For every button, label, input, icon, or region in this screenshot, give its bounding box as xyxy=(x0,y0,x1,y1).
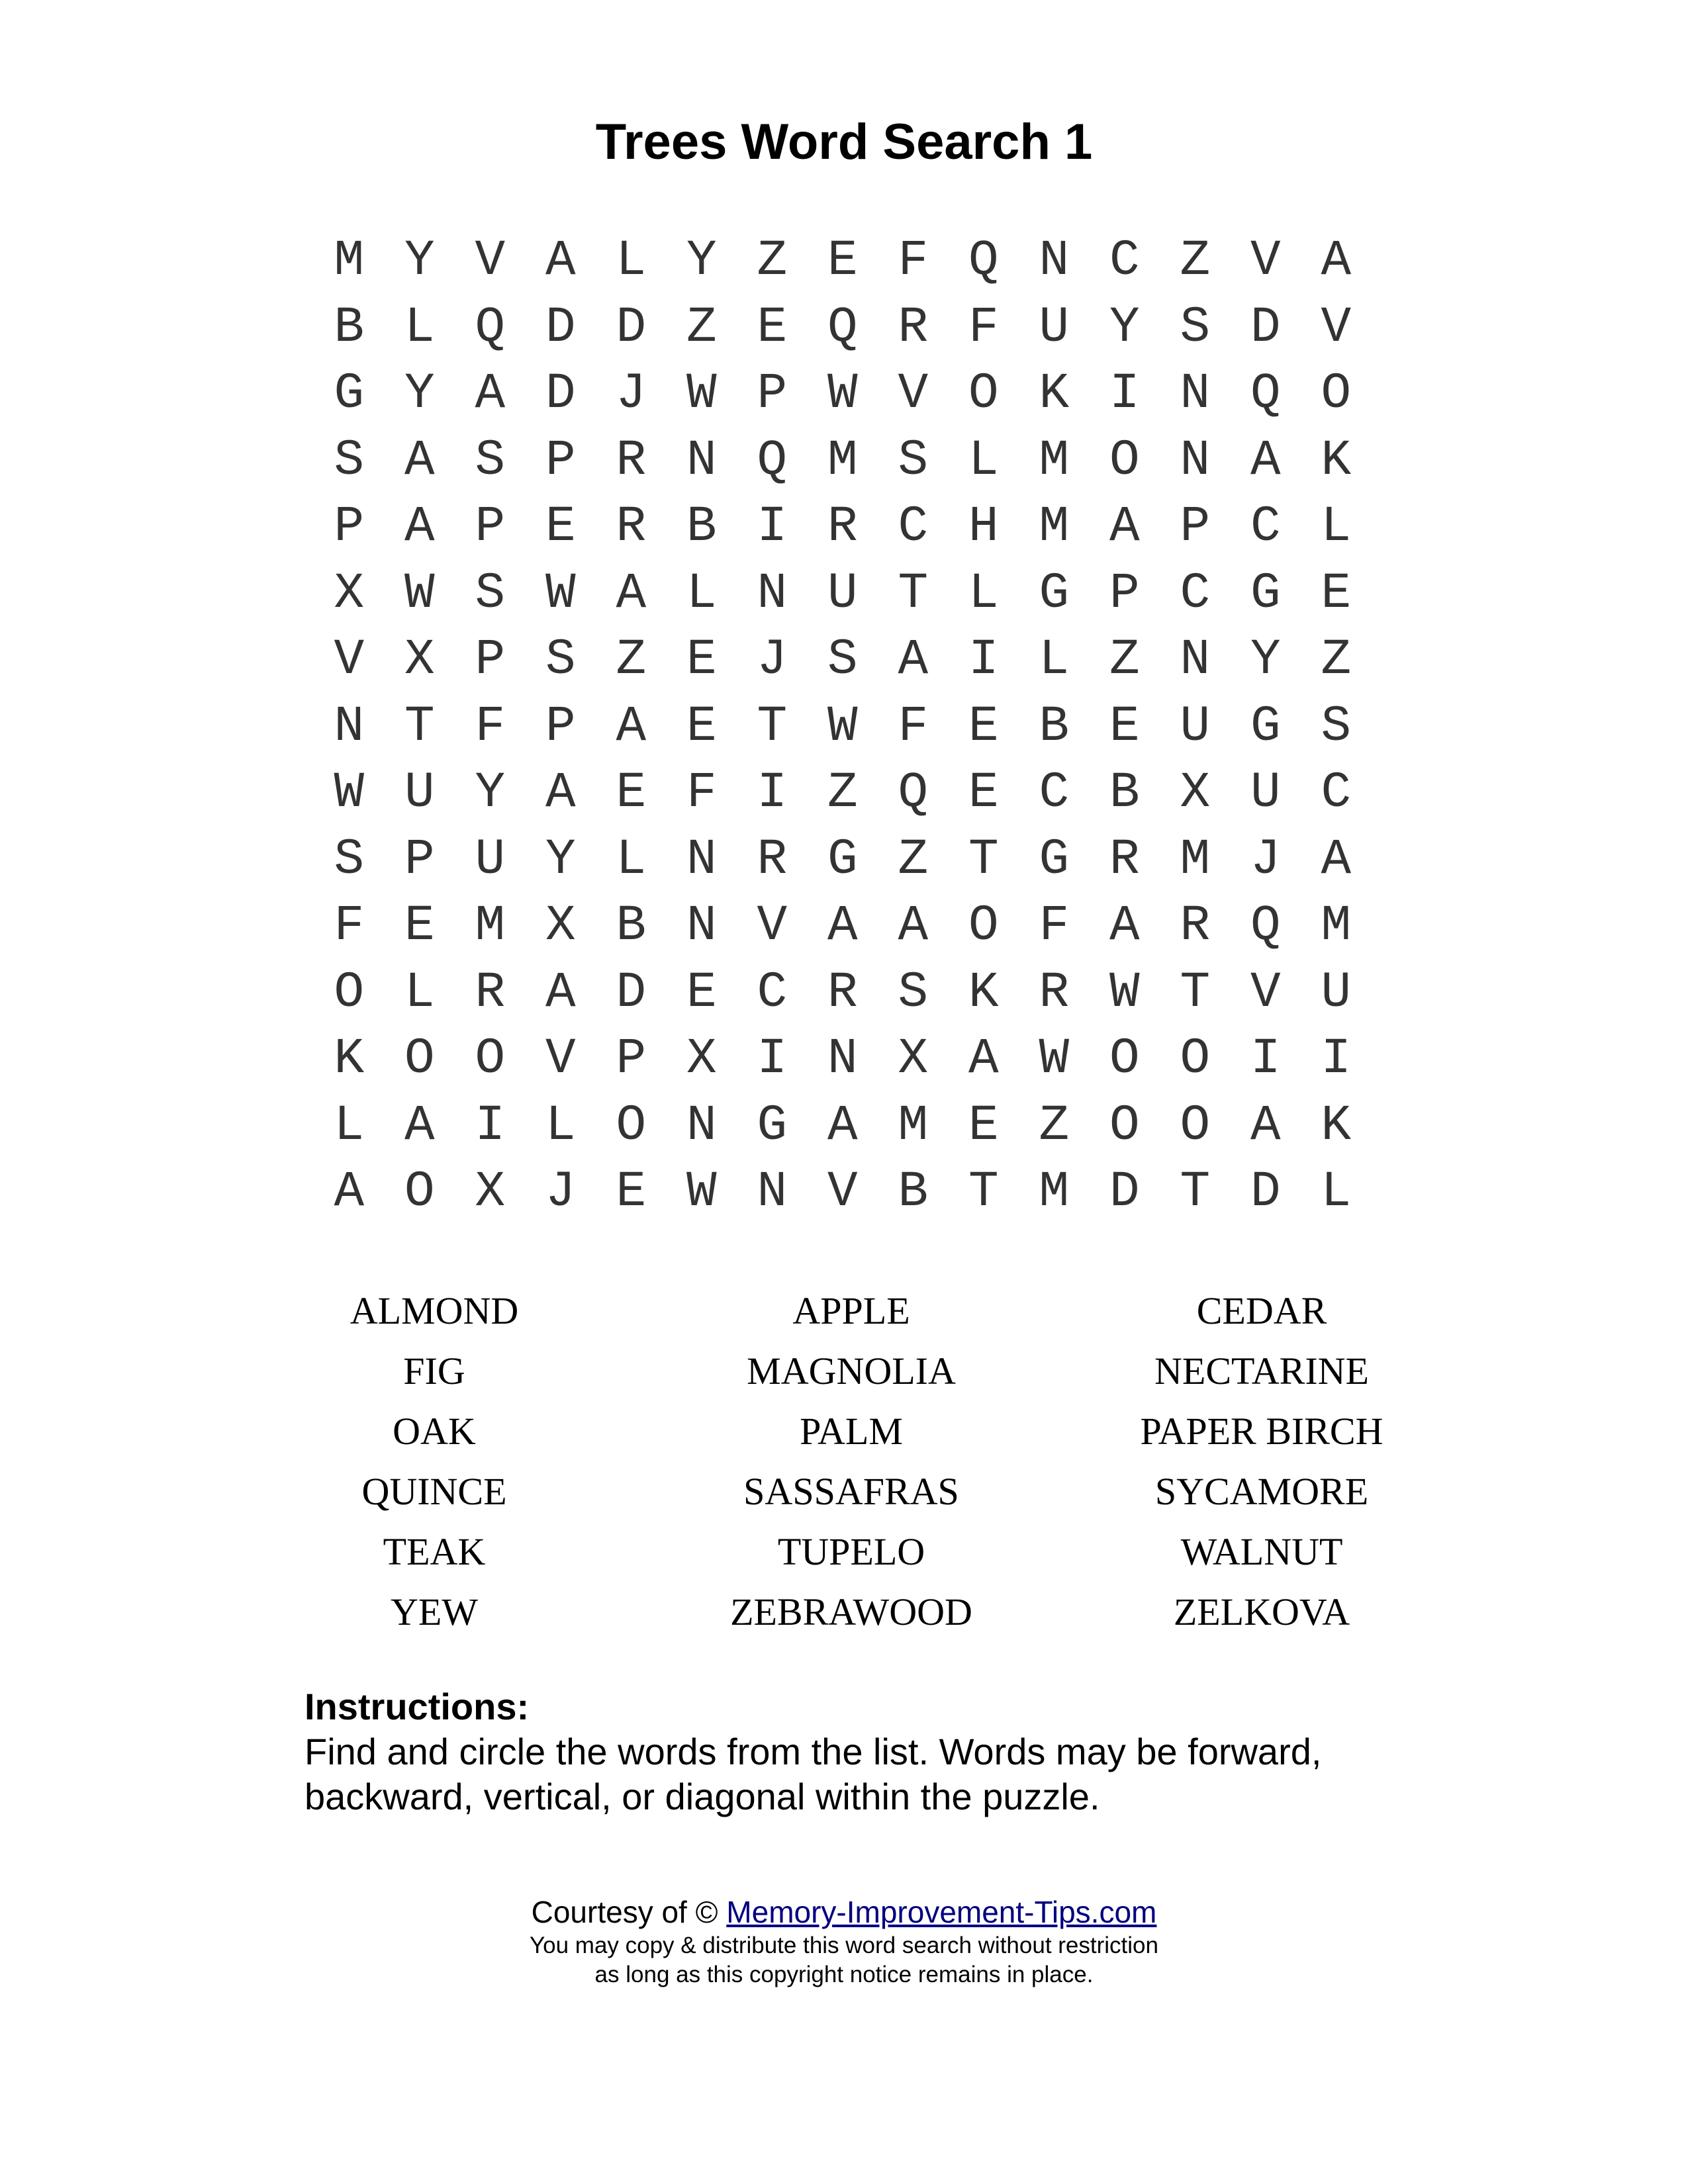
grid-cell: S xyxy=(334,432,365,489)
grid-cell: R xyxy=(898,298,929,356)
grid-cell: Z xyxy=(1321,631,1352,688)
grid-cell: N xyxy=(1039,232,1070,289)
grid-cell: E xyxy=(1109,698,1140,755)
grid-cell: Q xyxy=(1250,897,1281,954)
footer xyxy=(0,1893,1688,1989)
grid-cell: N xyxy=(1180,631,1211,688)
grid-cell: M xyxy=(898,1097,929,1154)
instructions-heading: Instructions: xyxy=(305,1686,530,1727)
grid-cell: C xyxy=(1109,232,1140,289)
grid-cell: T xyxy=(404,698,435,755)
grid-cell: C xyxy=(757,964,788,1021)
word-list-item: WALNUT xyxy=(1180,1530,1343,1573)
courtesy-prefix: Courtesy of © xyxy=(531,1895,718,1929)
grid-cell: R xyxy=(757,831,788,888)
grid-cell: D xyxy=(545,298,576,356)
grid-cell: Q xyxy=(968,232,999,289)
grid-cell: C xyxy=(1321,764,1352,821)
grid-cell: G xyxy=(1039,831,1070,888)
grid-cell: E xyxy=(616,764,647,821)
grid-cell: J xyxy=(545,1163,576,1220)
grid-cell: C xyxy=(1039,764,1070,821)
grid-cell: Z xyxy=(1180,232,1211,289)
word-list-item: NECTARINE xyxy=(1154,1349,1369,1392)
grid-cell: Q xyxy=(757,432,788,489)
grid-cell: B xyxy=(1039,698,1070,755)
grid-cell: T xyxy=(968,1163,999,1220)
grid-cell: U xyxy=(1039,298,1070,356)
grid-cell: I xyxy=(1109,365,1140,422)
grid-cell: R xyxy=(827,964,858,1021)
grid-cell: J xyxy=(1250,831,1281,888)
grid-cell: X xyxy=(686,1030,717,1087)
grid-cell: Y xyxy=(475,764,506,821)
grid-cell: U xyxy=(475,831,506,888)
grid-cell: R xyxy=(1109,831,1140,888)
grid-cell: Z xyxy=(898,831,929,888)
grid-cell: Y xyxy=(1109,298,1140,356)
grid-cell: M xyxy=(1039,498,1070,555)
grid-cell: N xyxy=(686,432,717,489)
grid-cell: C xyxy=(898,498,929,555)
grid-cell: G xyxy=(1250,698,1281,755)
grid-cell: Z xyxy=(1109,631,1140,688)
grid-cell: N xyxy=(757,565,788,622)
grid-cell: P xyxy=(1109,565,1140,622)
grid-cell: W xyxy=(686,1163,717,1220)
grid-cell: S xyxy=(475,565,506,622)
grid-cell: A xyxy=(475,365,506,422)
grid-cell: N xyxy=(1180,432,1211,489)
grid-cell: O xyxy=(616,1097,647,1154)
grid-cell: W xyxy=(404,565,435,622)
grid-cell: I xyxy=(757,764,788,821)
grid-cell: V xyxy=(475,232,506,289)
grid-cell: K xyxy=(968,964,999,1021)
grid-cell: Z xyxy=(827,764,858,821)
grid-cell: V xyxy=(1321,298,1352,356)
grid-cell: A xyxy=(1250,432,1281,489)
grid-cell: L xyxy=(545,1097,576,1154)
grid-cell: V xyxy=(898,365,929,422)
grid-cell: R xyxy=(616,498,647,555)
grid-cell: O xyxy=(404,1030,435,1087)
courtesy-line xyxy=(0,1893,1688,1931)
grid-cell: A xyxy=(404,498,435,555)
grid-cell: B xyxy=(898,1163,929,1220)
grid-cell: N xyxy=(827,1030,858,1087)
grid-cell: U xyxy=(404,764,435,821)
grid-cell: S xyxy=(898,964,929,1021)
grid-cell: A xyxy=(404,1097,435,1154)
grid-cell: X xyxy=(898,1030,929,1087)
word-list-item: YEW xyxy=(390,1590,479,1633)
grid-cell: A xyxy=(898,631,929,688)
grid-cell: G xyxy=(1039,565,1070,622)
grid-cell: O xyxy=(404,1163,435,1220)
grid-cell: A xyxy=(404,432,435,489)
word-list-item: ZELKOVA xyxy=(1173,1590,1350,1633)
grid-cell: W xyxy=(334,764,365,821)
grid-cell: D xyxy=(545,365,576,422)
grid-cell: T xyxy=(1180,1163,1211,1220)
grid-cell: K xyxy=(1321,1097,1352,1154)
grid-cell: E xyxy=(686,698,717,755)
grid-cell: Q xyxy=(1250,365,1281,422)
grid-cell: N xyxy=(686,1097,717,1154)
grid-cell: A xyxy=(1250,1097,1281,1154)
grid-cell: W xyxy=(1039,1030,1070,1087)
word-list-item: SASSAFRAS xyxy=(743,1470,959,1513)
grid-cell: A xyxy=(616,698,647,755)
grid-cell: A xyxy=(968,1030,999,1087)
grid-cell: F xyxy=(968,298,999,356)
grid-cell: A xyxy=(1109,498,1140,555)
grid-cell: M xyxy=(1039,1163,1070,1220)
grid-cell: X xyxy=(334,565,365,622)
grid-cell: L xyxy=(1321,498,1352,555)
grid-cell: L xyxy=(404,964,435,1021)
word-list xyxy=(302,1281,1387,1642)
grid-cell: C xyxy=(1250,498,1281,555)
grid-cell: A xyxy=(1321,831,1352,888)
word-list-item: TEAK xyxy=(383,1530,486,1573)
grid-cell: A xyxy=(1109,897,1140,954)
grid-cell: V xyxy=(334,631,365,688)
grid-cell: L xyxy=(968,432,999,489)
grid-cell: L xyxy=(334,1097,365,1154)
grid-cell: X xyxy=(545,897,576,954)
grid-cell: P xyxy=(757,365,788,422)
grid-cell: X xyxy=(475,1163,506,1220)
grid-cell: Y xyxy=(1250,631,1281,688)
word-list-item: MAGNOLIA xyxy=(747,1349,956,1392)
grid-cell: U xyxy=(1321,964,1352,1021)
grid-cell: E xyxy=(968,698,999,755)
grid-cell: T xyxy=(1180,964,1211,1021)
grid-cell: L xyxy=(616,831,647,888)
grid-cell: A xyxy=(616,565,647,622)
grid-cell: G xyxy=(334,365,365,422)
grid-cell: O xyxy=(1109,432,1140,489)
grid-cell: B xyxy=(1109,764,1140,821)
grid-cell: A xyxy=(334,1163,365,1220)
grid-cell: F xyxy=(1039,897,1070,954)
grid-cell: A xyxy=(827,1097,858,1154)
grid-cell: Z xyxy=(757,232,788,289)
grid-cell: F xyxy=(898,232,929,289)
word-list-item: PALM xyxy=(800,1410,903,1453)
grid-cell: I xyxy=(475,1097,506,1154)
grid-cell: I xyxy=(757,498,788,555)
grid-cell: F xyxy=(898,698,929,755)
grid-cell: F xyxy=(475,698,506,755)
word-list-item: SYCAMORE xyxy=(1154,1470,1369,1513)
letter-grid xyxy=(314,228,1373,1226)
grid-cell: R xyxy=(616,432,647,489)
word-list-item: FIG xyxy=(403,1349,465,1392)
grid-cell: V xyxy=(1250,964,1281,1021)
grid-cell: D xyxy=(1250,1163,1281,1220)
grid-cell: O xyxy=(968,365,999,422)
grid-cell: A xyxy=(545,764,576,821)
grid-cell: W xyxy=(827,365,858,422)
grid-cell: G xyxy=(827,831,858,888)
grid-cell: S xyxy=(898,432,929,489)
grid-cell: I xyxy=(1250,1030,1281,1087)
grid-cell: Q xyxy=(827,298,858,356)
grid-cell: W xyxy=(686,365,717,422)
word-list-item: OAK xyxy=(393,1410,476,1453)
grid-cell: S xyxy=(334,831,365,888)
grid-cell: E xyxy=(827,232,858,289)
grid-cell: M xyxy=(334,232,365,289)
word-list-item: CEDAR xyxy=(1196,1289,1327,1332)
grid-cell: T xyxy=(968,831,999,888)
grid-cell: U xyxy=(827,565,858,622)
grid-cell: A xyxy=(898,897,929,954)
word-list-item: TUPELO xyxy=(777,1530,925,1573)
grid-cell: S xyxy=(545,631,576,688)
grid-cell: E xyxy=(1321,565,1352,622)
grid-cell: L xyxy=(616,232,647,289)
grid-cell: B xyxy=(686,498,717,555)
grid-cell: O xyxy=(968,897,999,954)
grid-cell: Y xyxy=(686,232,717,289)
grid-cell: Z xyxy=(616,631,647,688)
grid-cell: O xyxy=(1109,1030,1140,1087)
instructions-text: Find and circle the words from the list. Words may be forward, backward, vertical, or diagonal within the puzzle. xyxy=(305,1731,1322,1817)
grid-cell: O xyxy=(475,1030,506,1087)
grid-cell: J xyxy=(616,365,647,422)
grid-cell: A xyxy=(545,232,576,289)
word-list-item: QUINCE xyxy=(361,1470,507,1513)
grid-cell: L xyxy=(968,565,999,622)
grid-cell: A xyxy=(827,897,858,954)
grid-cell: V xyxy=(757,897,788,954)
grid-cell: M xyxy=(1321,897,1352,954)
grid-cell: I xyxy=(757,1030,788,1087)
grid-cell: M xyxy=(475,897,506,954)
grid-cell: M xyxy=(1039,432,1070,489)
grid-cell: Q xyxy=(475,298,506,356)
grid-cell: P xyxy=(475,498,506,555)
grid-cell: O xyxy=(1109,1097,1140,1154)
grid-cell: Y xyxy=(404,232,435,289)
grid-cell: A xyxy=(545,964,576,1021)
grid-cell: V xyxy=(545,1030,576,1087)
grid-cell: F xyxy=(686,764,717,821)
grid-cell: N xyxy=(686,897,717,954)
grid-cell: T xyxy=(757,698,788,755)
grid-cell: P xyxy=(334,498,365,555)
instructions-section xyxy=(305,1684,1430,1819)
grid-cell: J xyxy=(757,631,788,688)
grid-cell: E xyxy=(616,1163,647,1220)
grid-cell: G xyxy=(757,1097,788,1154)
grid-cell: E xyxy=(686,964,717,1021)
grid-cell: R xyxy=(1039,964,1070,1021)
grid-cell: P xyxy=(545,698,576,755)
grid-cell: A xyxy=(1321,232,1352,289)
grid-cell: P xyxy=(475,631,506,688)
grid-cell: Y xyxy=(404,365,435,422)
grid-cell: E xyxy=(404,897,435,954)
grid-cell: L xyxy=(1039,631,1070,688)
grid-cell: N xyxy=(757,1163,788,1220)
grid-cell: S xyxy=(827,631,858,688)
grid-cell: E xyxy=(968,764,999,821)
word-list-item: ALMOND xyxy=(350,1289,519,1332)
grid-cell: P xyxy=(404,831,435,888)
page-title: Trees Word Search 1 xyxy=(595,114,1093,170)
grid-cell: N xyxy=(334,698,365,755)
word-list-item: ZEBRAWOOD xyxy=(730,1590,972,1633)
grid-cell: X xyxy=(404,631,435,688)
grid-cell: W xyxy=(827,698,858,755)
grid-cell: H xyxy=(968,498,999,555)
grid-cell: V xyxy=(1250,232,1281,289)
grid-cell: S xyxy=(1180,298,1211,356)
grid-cell: O xyxy=(1180,1097,1211,1154)
grid-cell: Q xyxy=(898,764,929,821)
grid-cell: D xyxy=(616,298,647,356)
word-list-item: PAPER BIRCH xyxy=(1140,1410,1383,1453)
copyright-notice-line-2: as long as this copyright notice remains in place. xyxy=(594,1962,1094,1987)
grid-cell: E xyxy=(686,631,717,688)
grid-cell: I xyxy=(968,631,999,688)
grid-cell: D xyxy=(1250,298,1281,356)
grid-cell: G xyxy=(1250,565,1281,622)
grid-cell: P xyxy=(545,432,576,489)
grid-cell: K xyxy=(334,1030,365,1087)
grid-cell: R xyxy=(475,964,506,1021)
grid-cell: Y xyxy=(545,831,576,888)
grid-cell: M xyxy=(827,432,858,489)
grid-cell: R xyxy=(827,498,858,555)
grid-cell: U xyxy=(1250,764,1281,821)
grid-cell: S xyxy=(475,432,506,489)
grid-cell: O xyxy=(1180,1030,1211,1087)
grid-cell: T xyxy=(898,565,929,622)
grid-cell: E xyxy=(545,498,576,555)
grid-cell: L xyxy=(686,565,717,622)
grid-cell: C xyxy=(1180,565,1211,622)
grid-cell: W xyxy=(1109,964,1140,1021)
grid-cell: W xyxy=(545,565,576,622)
grid-cell: Z xyxy=(1039,1097,1070,1154)
grid-cell: Z xyxy=(686,298,717,356)
grid-cell: B xyxy=(334,298,365,356)
grid-cell: S xyxy=(1321,698,1352,755)
grid-cell: V xyxy=(827,1163,858,1220)
grid-cell: O xyxy=(334,964,365,1021)
grid-cell: E xyxy=(968,1097,999,1154)
grid-cell: M xyxy=(1180,831,1211,888)
grid-cell: P xyxy=(616,1030,647,1087)
grid-cell: B xyxy=(616,897,647,954)
website-link[interactable]: Memory-Improvement-Tips.com xyxy=(726,1895,1157,1929)
grid-cell: X xyxy=(1180,764,1211,821)
grid-cell: F xyxy=(334,897,365,954)
grid-cell: E xyxy=(757,298,788,356)
grid-cell: K xyxy=(1321,432,1352,489)
grid-cell: D xyxy=(1109,1163,1140,1220)
grid-cell: N xyxy=(686,831,717,888)
grid-cell: P xyxy=(1180,498,1211,555)
grid-cell: D xyxy=(616,964,647,1021)
copyright-notice-line-1: You may copy & distribute this word search without restriction xyxy=(530,1933,1158,1958)
grid-cell: L xyxy=(404,298,435,356)
grid-cell: R xyxy=(1180,897,1211,954)
grid-cell: I xyxy=(1321,1030,1352,1087)
word-list-item: APPLE xyxy=(792,1289,910,1332)
grid-cell: O xyxy=(1321,365,1352,422)
grid-cell: K xyxy=(1039,365,1070,422)
grid-cell: N xyxy=(1180,365,1211,422)
grid-cell: U xyxy=(1180,698,1211,755)
grid-cell: L xyxy=(1321,1163,1352,1220)
